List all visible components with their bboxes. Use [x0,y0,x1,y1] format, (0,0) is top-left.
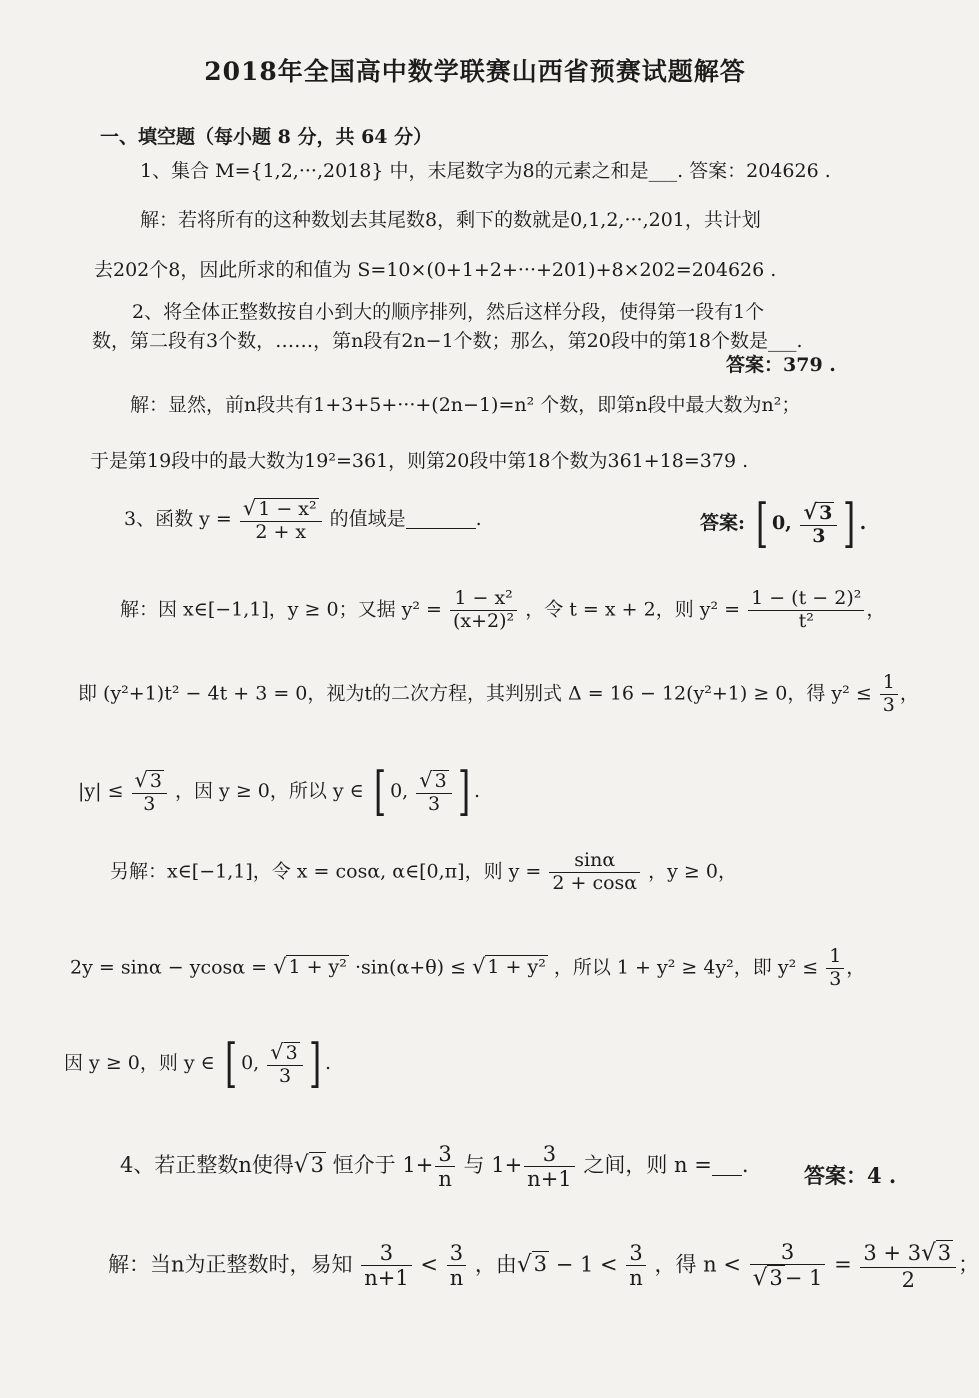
problem-1-solution-cont: 去202个8，因此所求的和值为 S=10×(0+1+2+···+201)+8×202=204626 . [94,259,777,281]
page-title: 2018年全国高中数学联赛山西省预赛试题解答 [204,57,746,86]
section-heading: 一、填空题（每小题 8 分，共 64 分） [100,126,433,148]
problem-3-range: |y| ≤ $\frac{√ 3}{3}$ ，因 y ≥ 0，所以 y ∈ [ 0, $\frac{√ 3}{3}$ ] . [78,762,481,822]
function-fraction: $\frac{\text{√ 1 − x²}}{2 + x}$ [240,496,322,544]
problem-2-solution-cont: 于是第19段中的最大数为19²=361，则第20段中第18个数为361+18=379 . [90,450,749,472]
answer-blank [712,1154,742,1176]
problem-3-alt-solution: 另解：x∈[−1,1]，令 x = cosα, α∈[0,π]，则 y = $\frac{\sin\alpha}{2 + \cos\alpha}$ ，y ≥ 0， [110,849,737,894]
problem-4-question: 4、若正整数n使得√3 恒介于 1+ $\frac{3}{n}$ 与 1+ $\frac{3}{n+1}$ 之间，则 n = . [120,1142,749,1192]
answer-blank [406,509,476,529]
problem-2-question: 2、将全体正整数按自小到大的顺序排列，然后这样分段，使得第一段有1个 [132,301,765,323]
problem-2-answer: 答案：379 . [726,354,836,376]
problem-3-alt-inequality: 2y = sinα − ycosα = √ 1 + y² ·sin(α+θ) ≤ √ 1 + y² ，所以 1 + y² ≥ 4y²，即 y² ≤ $\frac{1}{3}$ ， [70,945,866,990]
problem-3-solution: 解：因 x∈[−1,1]，y ≥ 0；又据 y² = $\frac{\text{1 − x²}}{\text{(x+2)²}}$ ，令 t = x + 2，则 y² = $\frac{\text{1 − (t − 2)²}}{\text{t²}}$ ， [120,587,886,632]
problem-2-question-cont: 数，第二段有3个数，……，第n段有2n−1个数；那么，第20段中的第18个数是___. [92,330,803,352]
problem-3-answer: 答案: [ 0, $\frac{√ 3}{3}$ ] . [700,494,867,554]
problem-4-answer: 答案：4 . [804,1163,897,1188]
problem-2-solution: 解：显然，前n段共有1+3+5+···+(2n−1)=n² 个数，即第n段中最大数为n²； [130,394,801,416]
problem-1-solution: 解：若将所有的这种数划去其尾数8，剩下的数就是0,1,2,···,201，共计划 [140,209,761,231]
problem-1-question: 1、集合 M={1,2,···,2018} 中，末尾数字为8的元素之和是___. 答案：204626 . [140,160,831,182]
problem-3-alt-conclusion: 因 y ≥ 0，则 y ∈ [ 0, $\frac{√ 3}{3}$ ] . [64,1034,332,1094]
problem-3-discriminant: 即 (y²+1)t² − 4t + 3 = 0，视为t的二次方程，其判别式 Δ = 16 − 12(y²+1) ≥ 0，得 y² ≤ $\frac{1}{3}$ ， [78,671,919,716]
problem-4-solution: 解：当n为正整数时，易知 $\frac{3}{n+1}$ < $\frac{3}{n}$ ，由√3 − 1 < $\frac{3}{n}$ ，得 n < $\frac{3}{√3- 1}$ = $\frac{3 + 3√3}{2}$ ； [108,1240,979,1292]
problem-3-question: 3、函数 y = $\frac{\text{√ 1 − x²}}{2 + x}$ 的值域是 . [124,496,482,543]
